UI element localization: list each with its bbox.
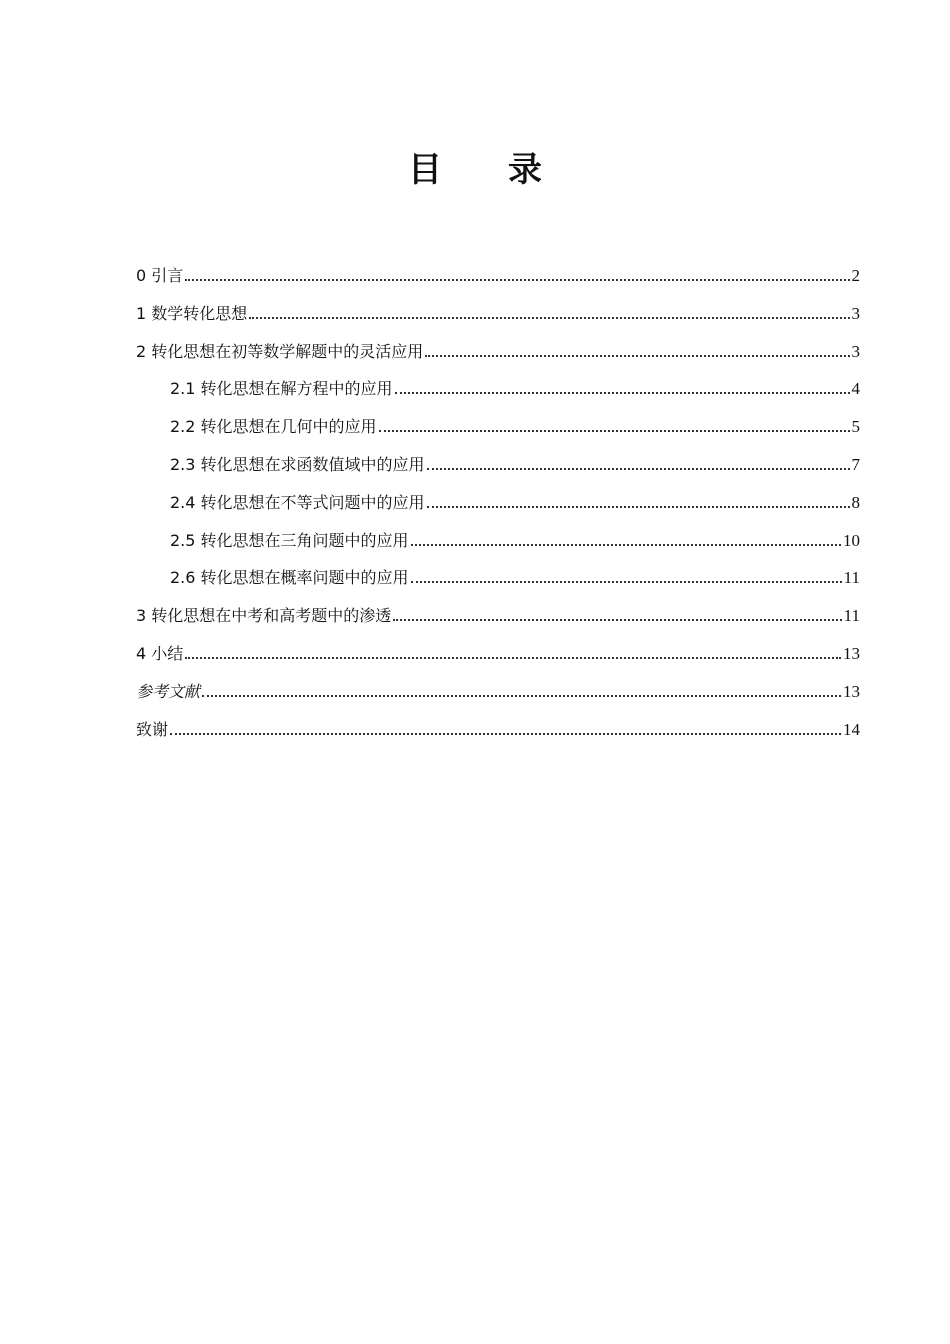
toc-entry-label: 2.2 转化思想在几何中的应用	[170, 417, 377, 437]
toc-dot-leader	[185, 279, 849, 281]
toc-dot-leader	[249, 317, 849, 319]
toc-entry-label: 致谢	[136, 719, 169, 739]
toc-page-number: 7	[851, 454, 860, 474]
toc-entry-label: 2.5 转化思想在三角问题中的应用	[170, 530, 409, 550]
toc-entry-introduction[interactable]	[136, 262, 860, 300]
toc-entry-label: 2.1 转化思想在解方程中的应用	[170, 379, 393, 399]
toc-dot-leader	[425, 355, 849, 357]
toc-entry-label: 2.3 转化思想在求函数值域中的应用	[170, 454, 425, 474]
toc-page-number: 5	[851, 417, 860, 437]
toc-entry-label: 4 小结	[136, 643, 184, 663]
toc-page-number: 13	[843, 681, 860, 701]
toc-entry-section-2-3[interactable]	[136, 451, 860, 489]
toc-page-number: 11	[843, 606, 860, 626]
toc-entry-section-2-4[interactable]	[136, 489, 860, 527]
toc-page-number: 2	[851, 266, 860, 285]
toc-entry-label: 2 转化思想在初等数学解题中的灵活应用	[136, 341, 424, 361]
toc-page-number: 4	[851, 379, 860, 399]
toc-entry-section-2[interactable]	[136, 338, 860, 376]
toc-entry-label: 2.6 转化思想在概率问题中的应用	[170, 568, 409, 588]
toc-entry-label: 3 转化思想在中考和高考题中的渗透	[136, 606, 392, 626]
toc-page-number: 3	[851, 341, 860, 361]
toc-entry-label: 0 引言	[136, 266, 184, 285]
toc-dot-leader	[379, 430, 850, 432]
toc-page-number: 8	[851, 492, 860, 512]
toc-page-number: 14	[843, 719, 860, 739]
toc-entry-label: 2.4 转化思想在不等式问题中的应用	[170, 492, 425, 512]
toc-title-char-2: 录	[508, 150, 542, 190]
toc-dot-leader	[427, 468, 850, 470]
toc-dot-leader	[411, 544, 841, 546]
toc-entry-section-2-1[interactable]	[136, 375, 860, 413]
toc-title	[0, 142, 950, 191]
toc-page-number: 10	[843, 530, 860, 550]
toc-entry-section-2-6[interactable]	[136, 564, 860, 602]
toc-dot-leader	[427, 506, 850, 508]
toc-entry-section-4[interactable]	[136, 640, 860, 678]
toc-page-number: 13	[843, 643, 860, 663]
toc-entry-section-3[interactable]	[136, 602, 860, 640]
toc-dot-leader	[395, 392, 850, 394]
table-of-contents	[136, 262, 860, 753]
toc-entry-section-2-5[interactable]	[136, 527, 860, 565]
toc-dot-leader	[411, 581, 842, 583]
toc-dot-leader	[202, 695, 841, 697]
toc-entry-label: 1 数学转化思想	[136, 303, 248, 323]
toc-entry-label: 参考文献	[136, 681, 201, 701]
toc-page-number: 11	[843, 568, 860, 588]
toc-entry-section-2-2[interactable]	[136, 413, 860, 451]
toc-dot-leader	[393, 619, 841, 621]
toc-page-number: 3	[851, 303, 860, 323]
toc-dot-leader	[170, 733, 841, 735]
toc-dot-leader	[185, 657, 841, 659]
toc-entry-section-1[interactable]	[136, 300, 860, 338]
toc-entry-references[interactable]	[136, 678, 860, 716]
toc-title-char-1: 目	[408, 150, 442, 190]
toc-entry-acknowledgements[interactable]	[136, 716, 860, 754]
